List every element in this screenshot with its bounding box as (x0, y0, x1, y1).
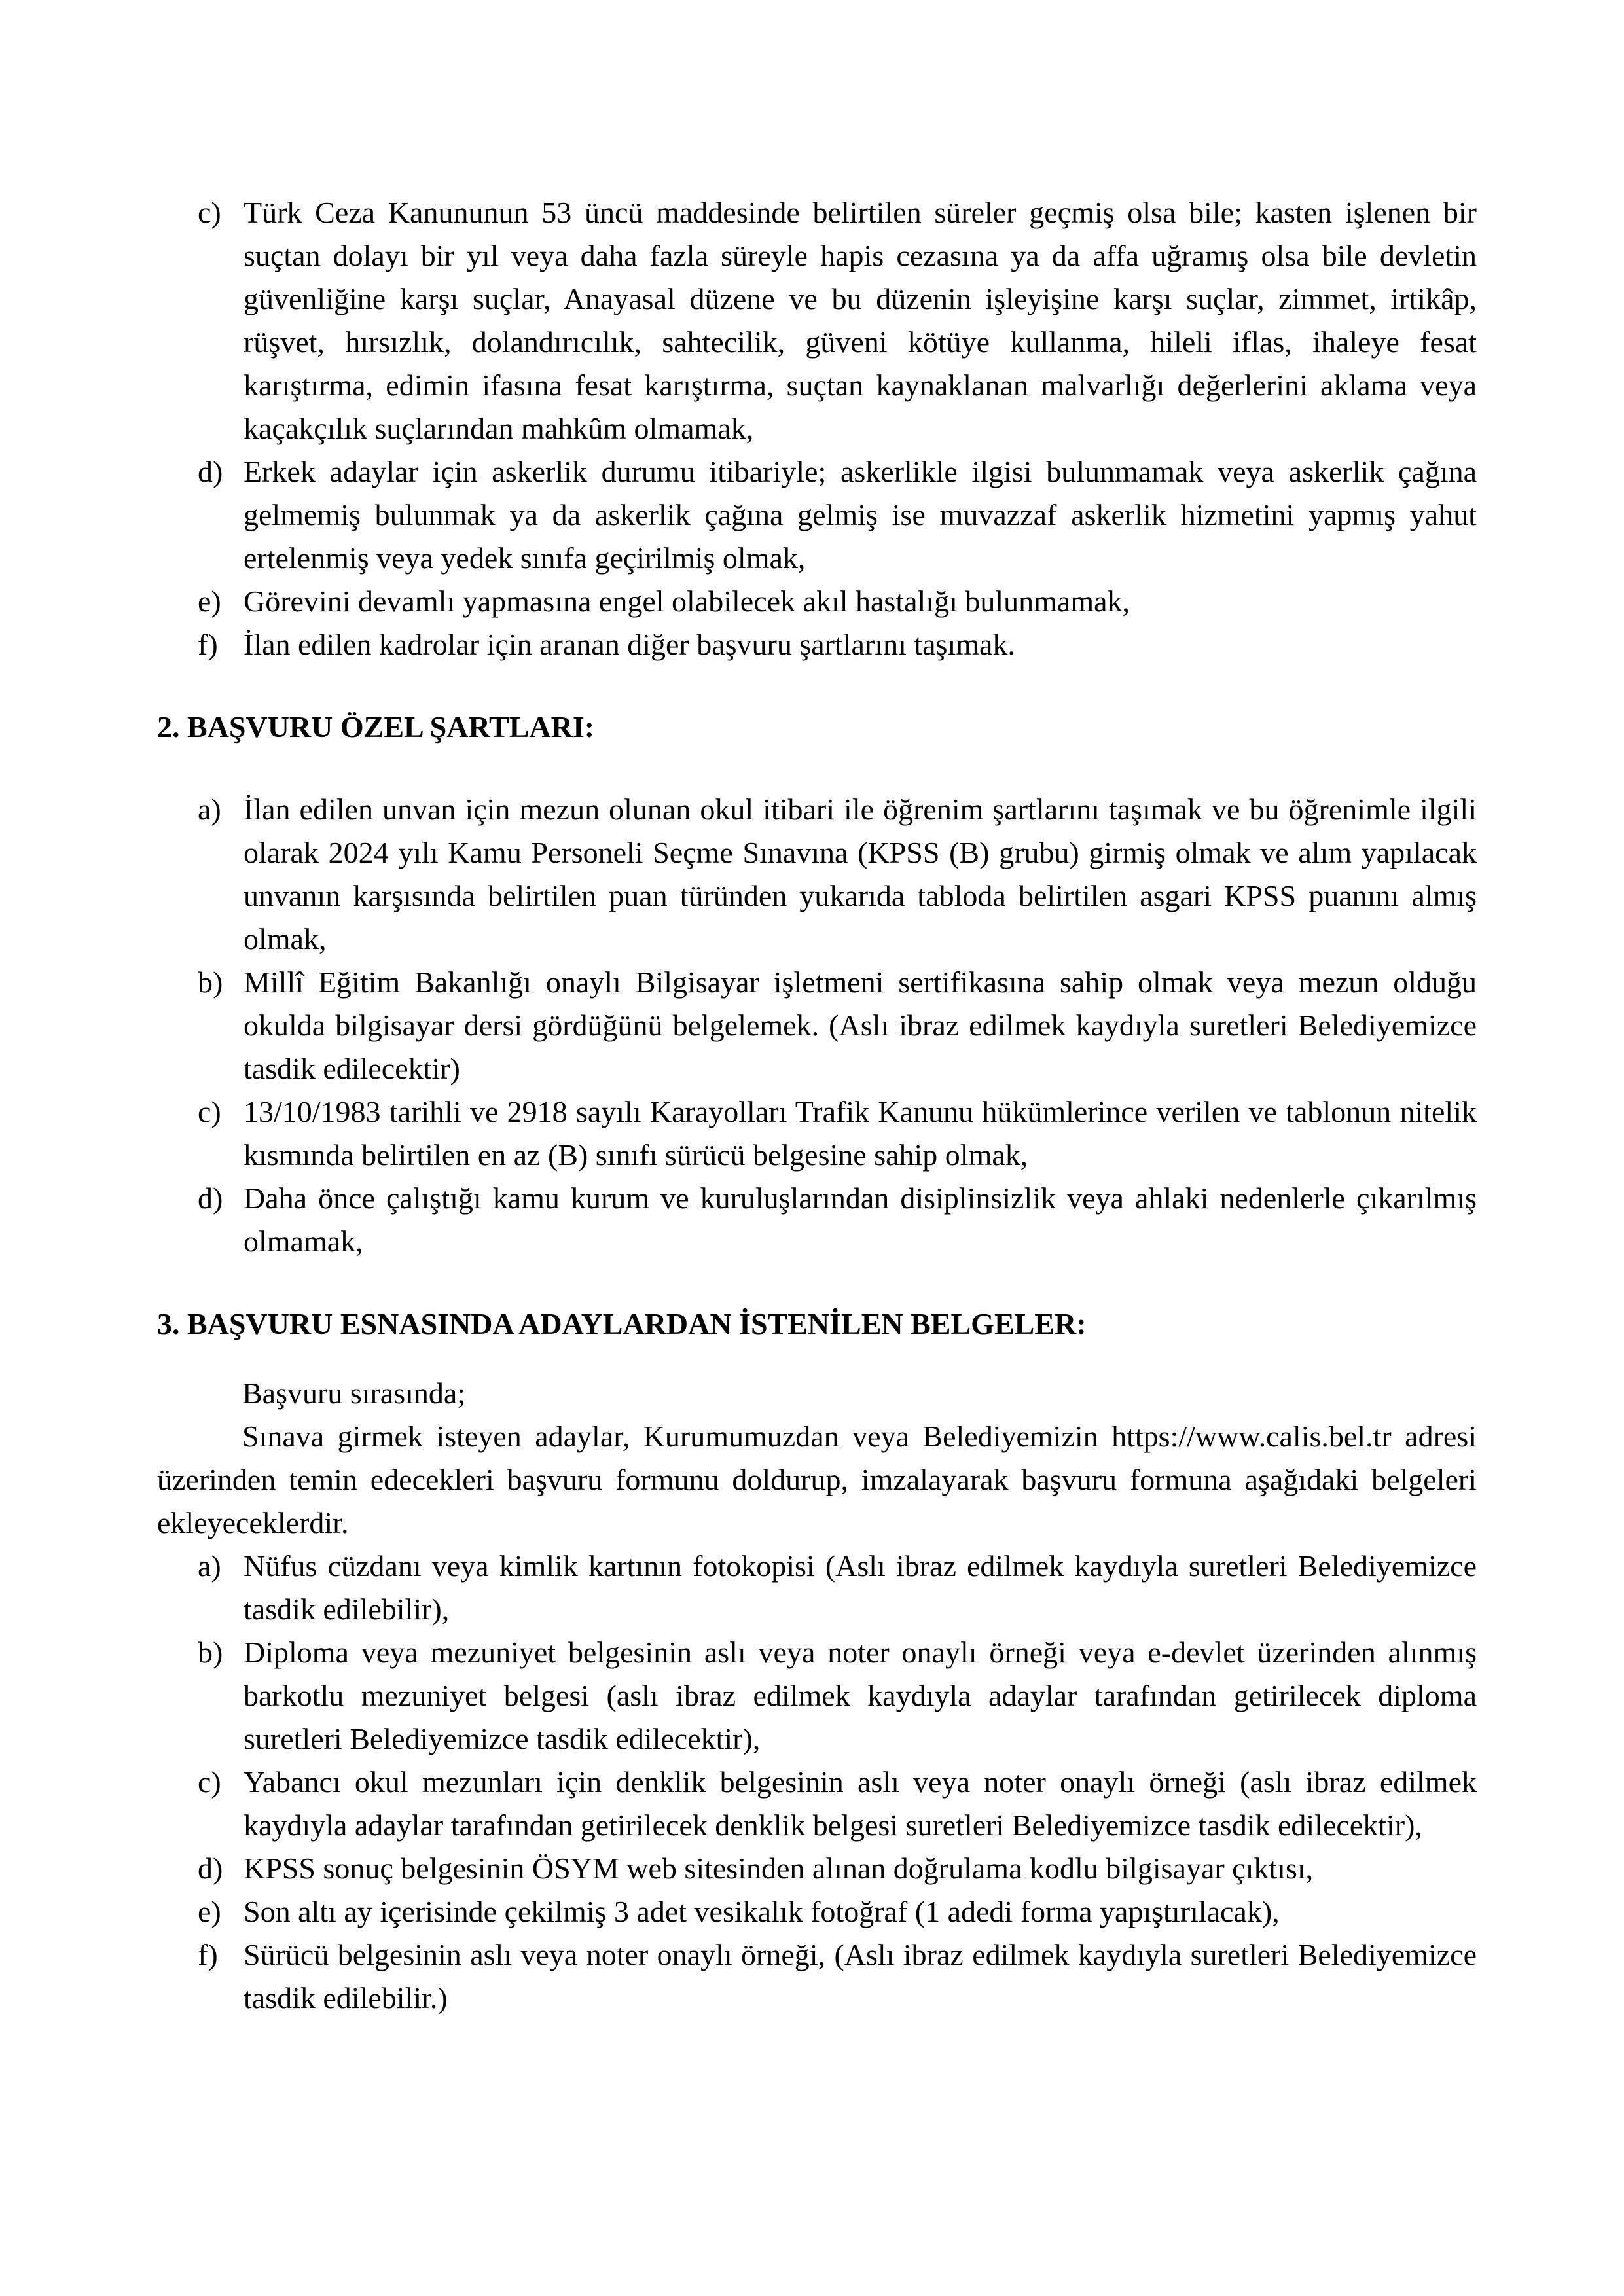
intro-paragraph: Sınava girmek isteyen adaylar, Kurumumuzdan veya Belediyemizin https://www.calis.bel.tr adresi üzerinden temin edecekleri başvuru formunu doldurup, imzalayarak başvuru formuna aşağıdaki belgeleri ekleyeceklerdir. (157, 1420, 1477, 1539)
list-marker: e) (198, 584, 221, 618)
list-marker: b) (198, 965, 223, 999)
list-item (157, 1761, 1477, 1847)
section-3-heading: 3. BAŞVURU ESNASINDA ADAYLARDAN İSTENİLEN BELGELER: (157, 1307, 1087, 1340)
section-2-heading: 2. BAŞVURU ÖZEL ŞARTLARI: (157, 710, 595, 744)
list-item (157, 1890, 1477, 1933)
list-text: Görevini devamlı yapmasına engel olabilecek akıl hastalığı bulunmamak, (244, 584, 1130, 618)
list-marker: b) (198, 1636, 223, 1669)
list-marker: d) (198, 1852, 223, 1885)
list-item (157, 1631, 1477, 1761)
list-marker: d) (198, 455, 223, 488)
list-text: Sürücü belgesinin aslı veya noter onaylı örneği, (Aslı ibraz edilmek kaydıyla suretleri Belediyemizce tasdik edilebilir.) (244, 1938, 1477, 2015)
list-text: Son altı ay içerisinde çekilmiş 3 adet vesikalık fotoğraf (1 adedi forma yapıştırılacak), (244, 1895, 1280, 1928)
list-item (157, 961, 1477, 1090)
list-marker: c) (198, 196, 221, 229)
list-item (157, 1090, 1477, 1177)
list-item (157, 1847, 1477, 1890)
general-conditions-list (157, 191, 1477, 666)
list-item (157, 623, 1477, 666)
list-text: Nüfus cüzdanı veya kimlik kartının fotokopisi (Aslı ibraz edilmek kaydıyla suretleri Belediyemizce tasdik edilebilir), (244, 1549, 1477, 1626)
list-text: KPSS sonuç belgesinin ÖSYM web sitesinden alınan doğrulama kodlu bilgisayar çıktısı, (244, 1852, 1314, 1885)
list-marker: d) (198, 1181, 223, 1215)
list-text: İlan edilen kadrolar için aranan diğer başvuru şartlarını taşımak. (244, 628, 1015, 661)
list-item (157, 1545, 1477, 1631)
list-marker: f) (198, 628, 218, 661)
list-item (157, 1933, 1477, 2020)
list-item (157, 450, 1477, 580)
intro-line: Başvuru sırasında; (242, 1376, 466, 1410)
list-text: İlan edilen unvan için mezun olunan okul itibari ile öğrenim şartlarını taşımak ve bu öğrenimle ilgili olarak 2024 yılı Kamu Personeli Seçme Sınavına (KPSS (B) grubu) girmiş olmak ve alım yapılacak unvanın karşısında belirtilen puan türünden yukarıda tabloda belirtilen asgari KPSS puanını almış olmak, (244, 793, 1477, 956)
list-marker: c) (198, 1095, 221, 1128)
list-item (157, 1177, 1477, 1263)
list-text: Erkek adaylar için askerlik durumu itibariyle; askerlikle ilgisi bulunmamak veya askerlik çağına gelmemiş bulunmak ya da askerlik çağına gelmiş ise muvazzaf askerlik hizmetini yapmış yahut ertelenmiş veya yedek sınıfa geçirilmiş olmak, (244, 455, 1477, 575)
list-marker: a) (198, 793, 221, 826)
list-text: 13/10/1983 tarihli ve 2918 sayılı Karayolları Trafik Kanunu hükümlerince verilen ve tablonun nitelik kısmında belirtilen en az (B) sınıfı sürücü belgesine sahip olmak, (244, 1095, 1477, 1172)
list-marker: f) (198, 1938, 218, 1971)
list-marker: a) (198, 1549, 221, 1583)
list-text: Daha önce çalıştığı kamu kurum ve kuruluşlarından disiplinsizlik veya ahlaki nedenlerle çıkarılmış olmamak, (244, 1181, 1477, 1258)
list-text: Millî Eğitim Bakanlığı onaylı Bilgisayar işletmeni sertifikasına sahip olmak veya mezun olduğu okulda bilgisayar dersi gördüğünü belgelemek. (Aslı ibraz edilmek kaydıyla suretleri Belediyemizce tasdik edilecektir) (244, 965, 1477, 1085)
list-marker: c) (198, 1765, 221, 1799)
page-content (157, 191, 1477, 2020)
list-item (157, 191, 1477, 450)
list-text: Diploma veya mezuniyet belgesinin aslı veya noter onaylı örneği veya e-devlet üzerinden alınmış barkotlu mezuniyet belgesi (aslı ibraz edilmek kaydıyla adaylar tarafından getirilecek diploma suretleri Belediyemizce tasdik edilecektir), (244, 1636, 1477, 1755)
list-item (157, 788, 1477, 961)
special-conditions-list (157, 788, 1477, 1263)
list-marker: e) (198, 1895, 221, 1928)
list-text: Türk Ceza Kanununun 53 üncü maddesinde belirtilen süreler geçmiş olsa bile; kasten işlenen bir suçtan dolayı bir yıl veya daha fazla süreyle hapis cezasına ya da affa uğramış olsa bile devletin güvenliğine karşı suçlar, Anayasal düzene ve bu düzenin işleyişine karşı suçlar, zimmet, irtikâp, rüşvet, hırsızlık, dolandırıcılık, sahtecilik, güveni kötüye kullanma, hileli iflas, ihaleye fesat karıştırma, edimin ifasına fesat karıştırma, suçtan kaynaklanan malvarlığı değerlerini aklama veya kaçakçılık suçlarından mahkûm olmamak, (244, 196, 1477, 445)
list-text: Yabancı okul mezunları için denklik belgesinin aslı veya noter onaylı örneği (aslı ibraz edilmek kaydıyla adaylar tarafından getirilecek denklik belgesi suretleri Belediyemizce tasdik edilecektir), (244, 1765, 1477, 1842)
list-item (157, 580, 1477, 623)
required-documents (157, 1372, 1477, 2020)
